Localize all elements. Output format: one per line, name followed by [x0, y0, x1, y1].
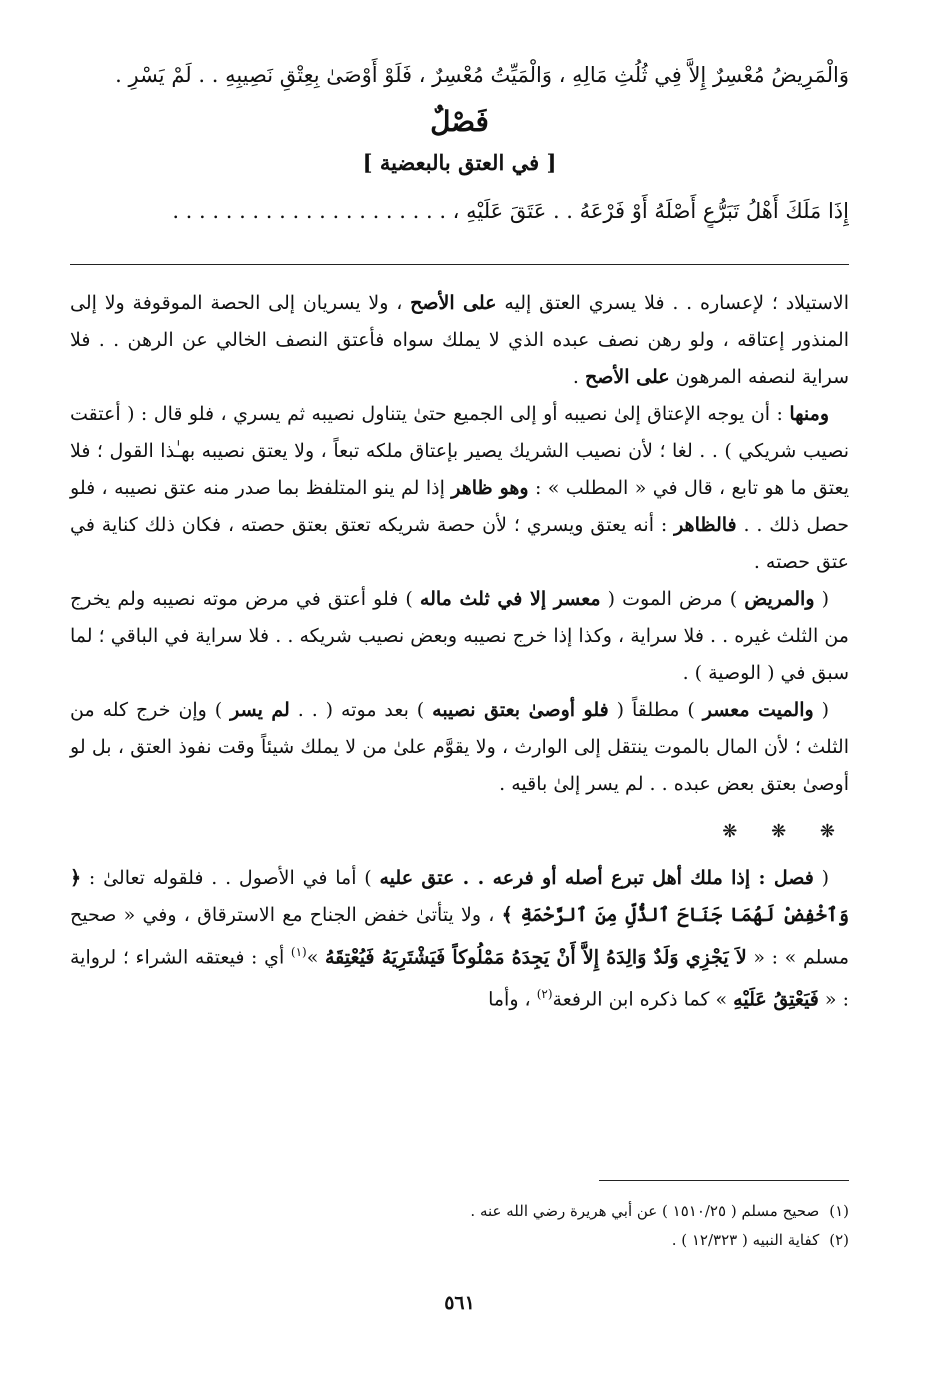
footnote-2: [70, 1226, 849, 1255]
commentary-paragraph-1: الاستيلاد ؛ لإعساره . . فلا يسري العتق إليه على الأصح ، ولا يسريان إلى الحصة الموقوفة ولا إلى المنذور إعتاقه ، ولو رهن نصف عبده الذي لا يملك سواه فأعتق النصف الخالي عن الرهن . . فلا سراية لنصفه المرهون على الأصح .: [70, 292, 849, 388]
footnote-divider: [599, 1180, 849, 1181]
matn-line-1: وَالْمَرِيضُ مُعْسِرٌ إِلاَّ فِي ثُلُثِ مَالِهِ ، وَالْمَيِّتُ مُعْسِرٌ ، فَلَوْ أَوْصَىٰ بِعِتْقِ نَصِيبِهِ . . لَمْ يَسْرِ .: [115, 63, 849, 87]
footnote-ref-2[interactable]: (٢): [536, 987, 553, 1002]
section-separator: ❋ ❋ ❋: [722, 821, 849, 842]
section-title: [ في العتق بالبعضية ]: [362, 150, 557, 175]
footnote-ref-1[interactable]: (١): [290, 945, 307, 959]
footnote-text: صحيح مسلم ( ١٥١٠/٢٥ ) عن أبي هريرة رضي الله عنه .: [470, 1202, 820, 1220]
commentary-paragraph-2: ومنها : أن يوجه الإعتاق إلىٰ نصيبه أو إلى الجميع حتىٰ يتناول نصيبه ثم يسري ، فلو قال : ( أعتقت نصيب شريكي ) . . لغا ؛ لأن نصيب الشريك يصير بإعتاق ملكه تبعاً ، ولا يعتق نصيبه بهـٰذا القول ؛ فلا يعتق ما هو تابع ، قال في « المطلب » : وهو ظاهر إذا لم ينو المتلفظ بما صدر منه عتق نصيبه ، فلو حصل ذلك . . فالظاهر : أنه يعتق ويسري ؛ لأن حصة شريكه تعتق بعتق حصته ، فكان ذلك كناية في عتق حصته .: [70, 403, 849, 573]
book-page: [70, 0, 849, 1377]
footnote-number: (١): [829, 1202, 849, 1220]
commentary-paragraph-4: ( والميت معسر ) مطلقاً ( فلو أوصىٰ بعتق نصيبه ) بعد موته ( . . لم يسر ) وإن خرج كله من الثلث ؛ لأن المال بالموت ينتقل إلى الوارث ، ولا يقوَّم علىٰ من لا يملك شيئاً وقت نفوذ العتق ، بل لو أوصىٰ بعتق بعض عبده . . لم يسر إلىٰ باقيه .: [70, 699, 849, 795]
fasl-heading: فَصْلٌ: [430, 105, 489, 138]
matn-commentary-divider: [70, 264, 849, 265]
footnote-text: كفاية النبيه ( ١٢/٣٢٣ ) .: [671, 1231, 820, 1249]
page-number: ٥٦١: [444, 1292, 475, 1314]
footnotes: [70, 1197, 849, 1255]
commentary-paragraph-5: ( فصل : إذا ملك أهل تبرع أصله أو فرعه . . عتق عليه ) أما في الأصول . . فلقوله تعالىٰ : ﴿ وَٱخْفِضْ لَهُمَا جَنَاحَ ٱلذُّلِّ مِنَ ٱلرَّحْمَةِ ﴾ ، ولا يتأتىٰ خفض الجناح مع الاسترقاق ، وفي « صحيح مسلم » : « لاَ يَجْزِي وَلَدٌ وَالِدَهُ إِلاَّ أَنْ يَجِدَهُ مَمْلُوكاً فَيَشْتَرِيَهُ فَيُعْتِقَهُ »$^{(١)}$ أي : فيعتقه الشراء ؛ لرواية : « فَيَعْتِقُ عَلَيْهِ » كما ذكره ابن الرفعة$^{(٢)}$ ، وأما: [70, 867, 850, 1011]
footnote-1: [70, 1197, 849, 1226]
matn-line-2: إِذَا مَلَكَ أَهْلُ تَبَرُّعٍ أَصْلَهُ أَوْ فَرْعَهُ . . عَتَقَ عَلَيْهِ ، . . . . . . . . . . . . . . . . . . . . .: [172, 199, 849, 223]
commentary-paragraph-3: ( والمريض ) مرض الموت ( معسر إلا في ثلث ماله ) فلو أعتق في مرض موته نصيبه ولم يخرج من الثلث غيره . . فلا سراية ، وكذا إذا خرج نصيبه وبعض نصيب شريكه . . فلا سراية في الباقي ؛ لما سبق في ( الوصية ) .: [70, 588, 849, 684]
commentary-body: [70, 285, 849, 1019]
footnote-number: (٢): [829, 1231, 849, 1249]
